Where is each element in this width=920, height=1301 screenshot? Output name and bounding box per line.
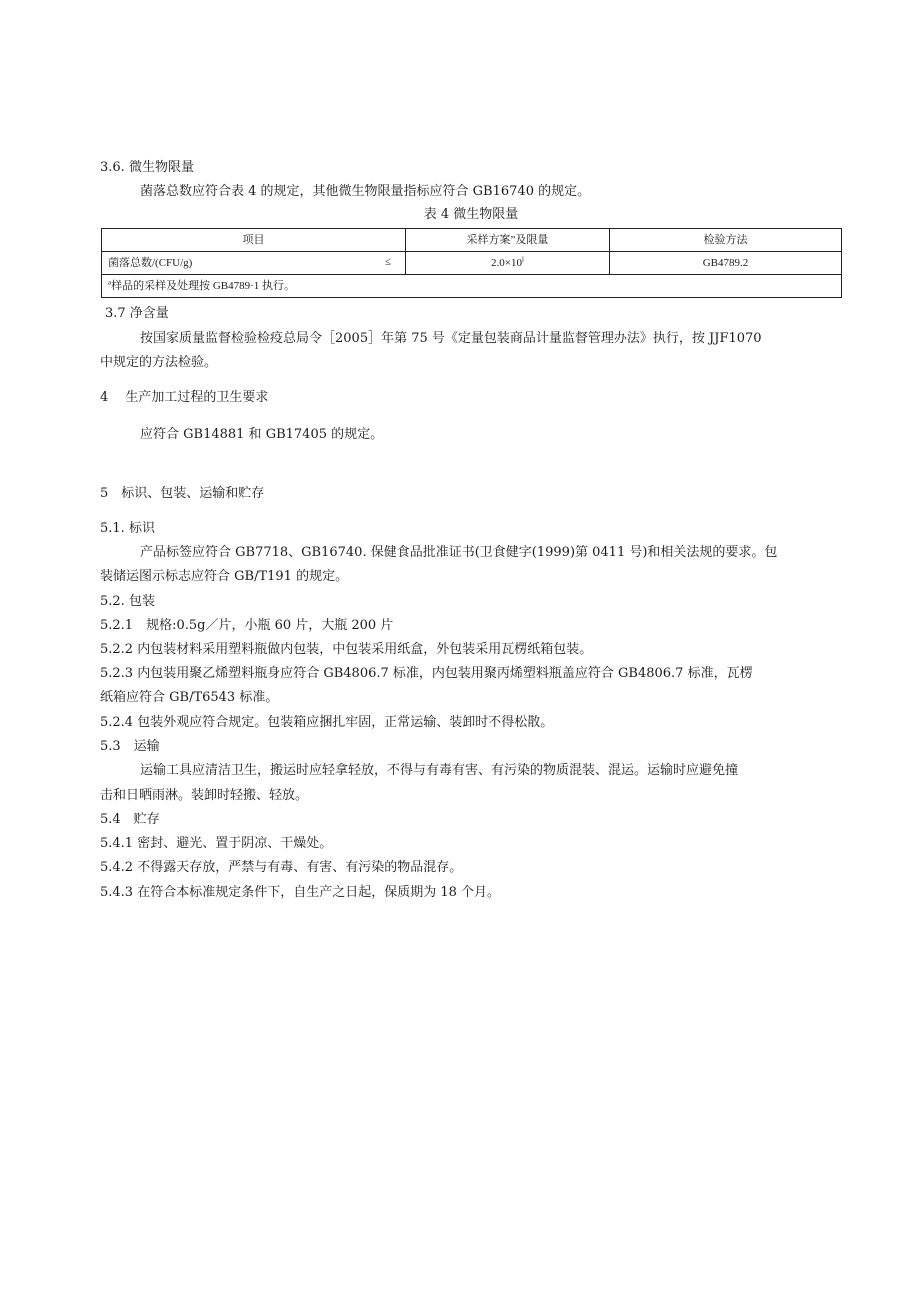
section-5-3-paragraph-line1: 运输工具应清洁卫生，搬运时应轻拿轻放，不得与有毒有害、有污染的物质混装、混运。运输时应避免撞 (140, 763, 739, 778)
limit-base: 2.0×10 (491, 257, 522, 269)
table-note-row (102, 275, 842, 298)
table-row (102, 252, 842, 275)
section-5-2-3-line1: 5.2.3 内包装用聚乙烯塑料瓶身应符合 GB4806.7 标准，内包装用聚丙烯塑料瓶盖应符合 GB4806.7 标准，瓦楞 (100, 666, 753, 681)
cell-method: GB4789.2 (610, 252, 842, 275)
table-4-caption: 表 4 微生物限量 (423, 207, 519, 222)
section-4-heading: 4 生产加工过程的卫生要求 (100, 390, 269, 405)
header-item: 项目 (102, 229, 406, 252)
section-5-2-4: 5.2.4 包装外观应符合规定。包装箱应捆扎牢固，正常运输、装卸时不得松散。 (100, 715, 554, 730)
section-5-1-paragraph-line1: 产品标签应符合 GB7718、GB16740. 保健食品批准证书(卫食健字(1999)第 0411 号)和相关法规的要求。包 (140, 545, 778, 560)
section-5-4-2: 5.4.2 不得露天存放，严禁与有毒、有害、有污染的物品混存。 (100, 860, 463, 875)
section-5-4-heading: 5.4 贮存 (100, 812, 160, 827)
less-equal-symbol: ≤ (384, 256, 391, 268)
section-5-2-heading: 5.2. 包装 (100, 594, 155, 609)
limit-exponent: l (522, 255, 524, 264)
section-3-7-heading: 3.7 净含量 (105, 306, 169, 321)
section-5-4-3: 5.4.3 在符合本标准规定条件下，自生产之日起，保质期为 18 个月。 (100, 885, 501, 900)
section-3-6-paragraph: 菌落总数应符合表 4 的规定，其他微生物限量指标应符合 GB16740 的规定。 (140, 184, 591, 199)
header-test-method: 检验方法 (610, 229, 842, 252)
header-sampling-limit: 采样方案”及限量 (406, 229, 610, 252)
section-3-6-heading: 3.6. 微生物限量 (100, 160, 194, 175)
note-text: 样品的采样及处理按 GB4789·1 执行。 (111, 280, 296, 292)
section-5-2-3-line2: 纸箱应符合 GB/T6543 标准。 (100, 690, 279, 705)
section-5-3-heading: 5.3 运输 (100, 739, 160, 754)
section-5-1-heading: 5.1. 标识 (100, 521, 155, 536)
section-5-4-1: 5.4.1 密封、避光、置于阴凉、干燥处。 (100, 836, 333, 851)
cell-limit (406, 252, 610, 275)
section-5-2-2: 5.2.2 内包装材料采用塑料瓶做内包装，中包装采用纸盒，外包装采用瓦楞纸箱包装。 (100, 642, 593, 657)
table-note (102, 275, 842, 298)
section-3-7-paragraph-line2: 中规定的方法检验。 (100, 355, 218, 370)
section-5-1-paragraph-line2: 装储运图示标志应符合 GB/T191 的规定。 (100, 569, 349, 584)
item-name: 菌落总数/(CFU/g) (108, 257, 193, 269)
section-3-7-paragraph-line1: 按国家质量监督检验检疫总局令［2005］年第 75 号《定量包装商品计量监督管理办法》执行，按 JJF1070 (140, 331, 762, 346)
section-4-paragraph: 应符合 GB14881 和 GB17405 的规定。 (140, 427, 384, 442)
cell-item (102, 252, 406, 275)
section-5-2-1: 5.2.1 规格:0.5g／片，小瓶 60 片，大瓶 200 片 (100, 618, 394, 633)
section-5-3-paragraph-line2: 击和日晒雨淋。装卸时轻搬、轻放。 (100, 788, 309, 803)
note-marker: a (108, 278, 112, 287)
microbial-limits-table (101, 228, 842, 298)
section-5-heading: 5 标识、包装、运输和贮存 (100, 486, 265, 501)
table-header-row (102, 229, 842, 252)
